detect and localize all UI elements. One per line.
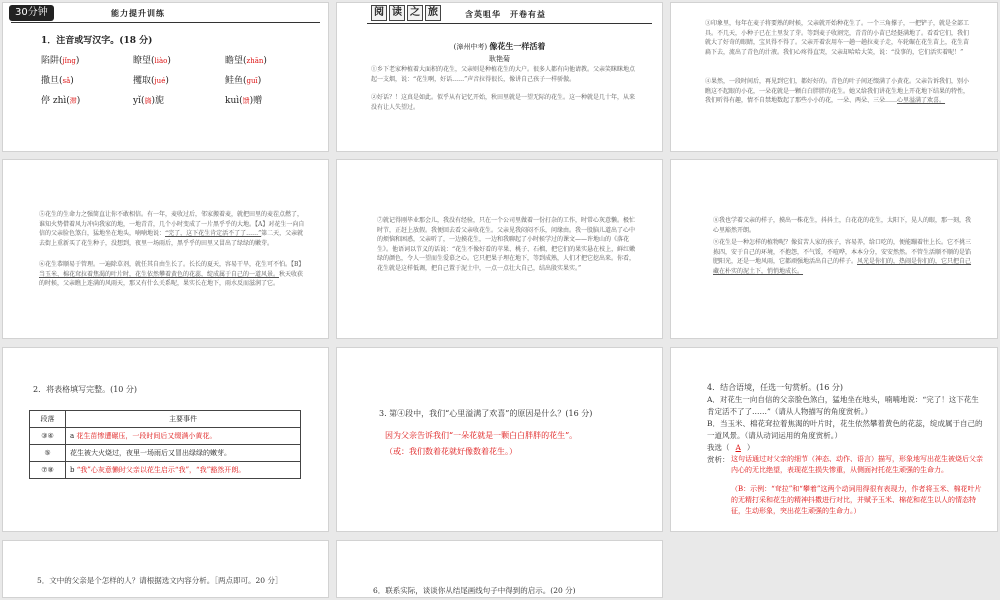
pinyin-row-3: 停 zhì(滞) yǐ(旖)旎 kuì(馈)赠 [41,96,263,106]
column-header-paragraph: 段落 [30,411,66,428]
paragraph-8: ⑧我也学着父亲的样子，摸出一株花生，抖抖土，白花花的花生，太阳下，晃人的眼，那一刻，我心里豁然开朗。 [713,217,972,234]
paragraph-4: ④果然，一段时间后，再见到它们，都好好的。青色的叶子间还缀满了小黄花。父亲告诉我们，别小瞧这不起眼的小花，一朵花就是一颗白白胖胖的花生。她又给我们讲花生地上开花地下结果的特性，我们听得有趣，情不自禁地数起了那些小小的花，一朵、两朵、三朵……心里溢满了欢喜。 [705,78,970,105]
paragraph-6: ⑥花生恭顺易于管理。一遍除草剂，就任其自由生长了。长长的夏天，容易干旱，花生可不怕。【B】当玉米、棉花耷拉着焦渴的叶片时，花生依然攀着黄色的花蕊，绽成属于自己的一道风景。秋天收获的时候，父亲瞧上连满的风雨天，那又有什么关系呢，果实长在地下，雨水反而滋润了它。 [39,261,305,288]
choice-line: 我选（ A ） [707,443,755,452]
answer-3: 因为父亲告诉我们“一朵花就是一颗白白胖胖的花生”。 [385,431,578,440]
underlined-sentence-a: “完了，这下花生肯定活不了了……” [165,230,262,238]
question-5: 5．文中的父亲是个怎样的人？请根据选文内容分析。［两点即可。20 分］ [37,576,283,585]
slide-7[interactable] [2,347,329,532]
slide-2[interactable] [336,2,663,152]
question-2: 2．将表格填写完整。(10 分) [33,385,138,394]
answer-a: 花生苗惨遭碾压，一段时间后又缀满小黄花。 [76,432,217,440]
paragraph-2: ②好话？！这真是如此。似乎从有记忆开始，秋田里就是一望无际的花生。这一种就是几十年，从来没有让人失望过。 [371,94,636,111]
reading-subtitle: 含英咀华 开卷有益 [465,9,546,19]
chosen-option: A [735,443,741,452]
article-heading [337,41,662,52]
paragraph-3: ③印象里，每年在麦子将要熟的时候，父亲就开始种花生了。一个三角撑子，一把铲子，就是全部工具。不几天，小种子已在土里发了芽。等到麦子收割完，青青的小苗已经挺满地了。看看它们，我们就大了好奇的眼睛，宝贝得不得了。父亲开着农用车一趟一趟拉麦子走，车轮碾在花生苗上，花生苗扁下去，流出了青色的汁液。我们心疼得直哭，父亲却哈哈大笑，说：“没事的，它们活实着呢！” [705,20,970,56]
pinyin-row-2: 撒旦(sǎ) 攫取(jué) 鲑鱼(guī) [41,76,262,86]
paragraph-7: ⑦就记得刚毕业那会儿，我没有经验，只在一个公司里做着一份打杂的工作，时常心灰意懒。极忙时节，正赶上放假。我便回去看父亲收花生。父亲见我闷闷不乐，问缘由。我一股脑儿道出了心中的烦恼和困惑，父亲听了，一边摸花生，一边和我聊起了小时候学过的课文——许地山的《落花生》。他语词以节义的话说：“花生不像好看的苹果、桃子、石榴，把它们的果实悬在枝上，鲜红嫩绿的颜色，令人一望而生爱慕之心。它只把果子埋在地下，等到成熟，人们才把它挖出来。你看，花生就是这样低调，把自己置于泥土中，一点一点壮大自己，结出殷实果实。” [377,217,636,272]
slide-9[interactable] [670,347,998,532]
option-a: A．对花生一向自信的父亲脸色煞白，猛地坐在地头，喃喃地说：“完了！这下花生肯定活不了了……”（请从人物描写的角度赏析。） [707,395,979,416]
table-header-row [30,411,301,428]
paragraph-9: ⑨花生是一种怎样的植物呢？像贫苦人家的孩子，容易养，给口吃的，便能蹦着往上长。它不挑三拣四，安于自己的环境，不抱怨，不气馁，不喧哗，本本分分，安安然然。不管生活顺不顺的是馅肥阳光，还是一地风雨，它都顽强地活出自己的样子。风光是你们的，热闹是你们的，它只把自己藏在朴实的泥土下，悄悄地成长。 [713,239,972,275]
column-header-event: 主要事件 [66,411,301,428]
slide-4[interactable] [2,159,329,339]
band-label: 30分钟 [9,5,54,21]
appreciation-answer-b: （B：示例：“耷拉”和“攀着”这两个动词用得很有表现力，作者将玉米、棉花叶片的无精打采和花生的精神抖擞进行对比，并赋予玉米、棉花和花生以人的情态特征，生动形象，突出花生顽强的生命力。） [731,485,982,515]
slide-10[interactable] [2,540,329,598]
underlined-sentence: 心里溢满了欢喜。 [897,97,946,105]
slide1-header-band [3,3,328,23]
table-row: ⑦⑧ b “我”心灰意懒时父亲以花生启示“我”，“我”豁然开朗。 [30,462,301,479]
answer-b: “我”心灰意懒时父亲以花生启示“我”，“我”豁然开朗。 [76,466,246,474]
question-1: 1．注音或写汉字。(18 分) [41,36,153,46]
title-char: 读 [389,5,405,21]
appreciation-label: 赏析： [707,455,730,464]
empty-slot [670,540,998,598]
article-author: 耿艳菊 [489,55,510,63]
band-subtitle: 能力提升训练 [111,8,165,18]
title-char: 阅 [371,5,387,21]
slide-6[interactable] [670,159,998,339]
paragraph-1: ①乡下老家种植着大面积的花生，父亲则是种植花生的大户。很多人都有向他请教。父亲笑眯眯地点起一支烟，说：“花生啊，好话……”声音拉得很长，像讲自己孩子一样骄傲。 [371,66,636,83]
slide-11[interactable] [336,540,663,598]
slide-1[interactable] [2,2,329,152]
header-rule [367,23,652,24]
question-3: 3. 第④段中，我们“心里溢满了欢喜”的原因是什么？(16 分) [379,409,593,418]
header-rule [11,22,320,23]
pinyin-row-1: 陷阱(jǐng) 瞭望(liào) 瞻望(zhān) [41,56,267,66]
title-char: 之 [407,5,423,21]
title-char: 旅 [425,5,441,21]
ending-underlined-sentence: 风光是你们的，热闹是你们的，它只把自己藏在朴实的泥土下，悄悄地成长。 [713,258,972,275]
answer-3-alt: （或：我们数着花就好像数着花生。） [385,447,517,456]
events-table [29,410,301,479]
pinyin-table [41,51,311,111]
option-b: B．当玉米、棉花耷拉着焦渴的叶片时，花生依然攀着黄色的花蕊，绽成属于自己的一道风景。（请从动词运用的角度赏析。） [707,419,983,440]
table-row: ③④ a 花生苗惨遭碾压，一段时间后又缀满小黄花。 [30,428,301,445]
paragraph-5: ⑤花生的生命力之强简直让你不敢相信。有一年，麦收过后，邻家搬着麦，就把田里的麦茬点燃了，谁知火势借着风力冲向我家的地，一地青青，几个小时变成了一片黑乎乎的大地。【A】对花生一向自信的父亲脸色煞白，猛地坐在地头，喃喃地说：“完了，这下花生肯定活不了了……”第二天，父亲就去街上重新买了花生种子，没想到，夜里一场雨后，黑乎乎的田里又冒出了绿绿的嫩芽。 [39,211,305,247]
reading-title-boxes [371,5,441,21]
slide-5[interactable] [336,159,663,339]
article-title: 像花生一样活着 [489,41,546,51]
appreciation-answer-a: 这句话通过对父亲的细节（神态、动作、语言）描写，形象地写出花生被烧后父亲内心的无比绝望，表现花生损失惨重，从侧面衬托花生顽强的生命力。 [731,455,983,474]
article-source: (漳州中考) [453,43,488,51]
slide-3[interactable] [670,2,998,152]
table-row: ⑤ 花生被大火烧过，夜里一场雨后又冒出绿绿的嫩芽。 [30,445,301,462]
question-4: 4．结合语境，任选一句赏析。(16 分) [707,383,844,392]
underlined-sentence-b: 当玉米、棉花耷拉着焦渴的叶片时，花生依然攀着黄色的花蕊，绽成属于自己的一道风景。 [39,270,280,278]
slide-8[interactable] [336,347,663,532]
question-6: 6．联系实际，谈谈你从结尾画线句子中得到的启示。(20 分) [373,586,576,595]
